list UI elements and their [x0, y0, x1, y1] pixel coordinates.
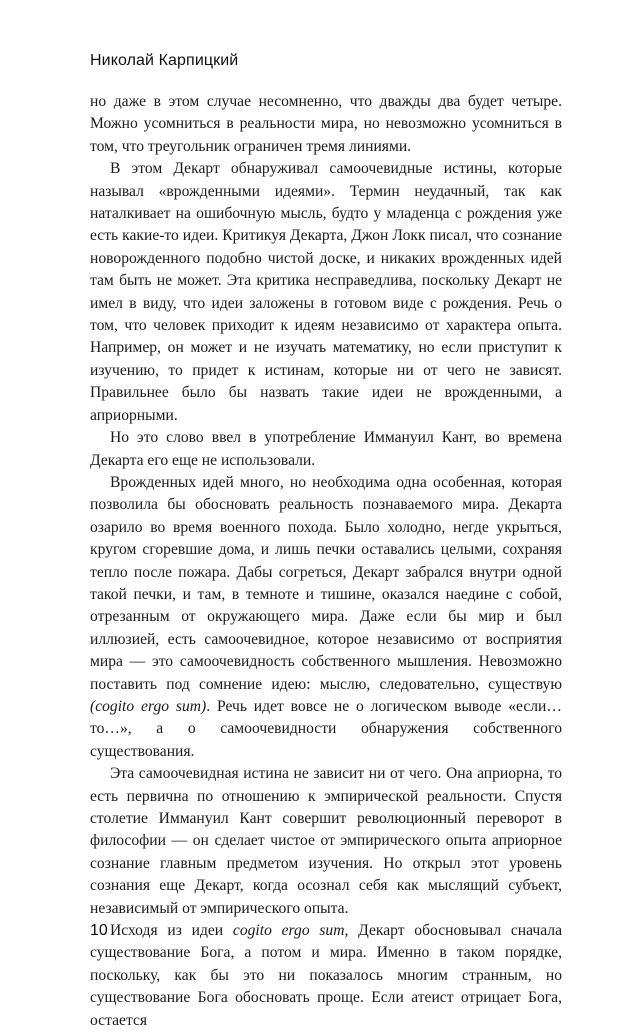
- latin-phrase: (cogito ergo sum): [90, 697, 207, 715]
- paragraph: [90, 920, 562, 1032]
- paragraph: [90, 427, 562, 472]
- body-text: [90, 91, 562, 1032]
- paragraph-text: Эта самоочевидная истина не зависит ни от чего. Она априорна, то есть первична по отношению к эмпирической реальности. Спустя столетие Иммануил Кант совершит революционный переворот в философии — он сделает чистое от эмпирического опыта априорное сознание главным предметом изучения. Но открыл этот уровень сознания еще Декарт, когда осознал себя как мыслящий субъект, независимый от эмпирического опыта.: [90, 765, 562, 917]
- page-number: 10: [90, 922, 108, 939]
- paragraph-text: . Речь идет вовсе не о логическом выводе «если… то…», а о самоочевидности обнаружения собственного существования.: [90, 697, 562, 760]
- paragraph: [90, 763, 562, 920]
- latin-phrase: cogito ergo sum: [232, 922, 345, 940]
- paragraph-text: но даже в этом случае несомненно, что дважды два будет четыре. Можно усомниться в реальности мира, но невозможно усомниться в том, что треугольник ограничен тремя линиями.: [90, 93, 562, 155]
- paragraph: [90, 91, 562, 158]
- paragraph-text: Исходя из идеи: [110, 922, 233, 940]
- paragraph-text: В этом Декарт обнаруживал самоочевидные истины, которые называл «врожденными идеями». Термин неудачный, так как наталкивает на ошибочную мысль, будто у младенца с рождения уже есть какие-то идеи. Критикуя Декарта, Джон Локк писал, что сознание новорожденного подобно чистой доске, и никаких врожденных идей там быть не может. Эта критика несправедлива, поскольку Декарт не имел в виду, что идеи заложены в готовом виде с рождения. Речь о том, что человек приходит к идеям независимо от характера опыта. Например, он может и не изучать математику, но если приступит к изучению, то придет к истинам, которые ни от чего не зависят. Правильнее было бы назвать такие идеи не врожденными, а априорными.: [90, 160, 562, 424]
- paragraph-text: Врожденных идей много, но необходима одна особенная, которая позволила бы обосновать реальность познаваемого мира. Декарта озарило во время военного похода. Было холодно, негде укрыться, кругом сгоревшие дома, и лишь печки оставались целыми, сохраняя тепло после пожара. Дабы согреться, Декарт забрался внутри одной такой печки, и там, в темноте и тишине, оказался наедине с собой, отрезанным от окружающего мира. Даже если бы мир и был иллюзией, есть самоочевидное, которое независимо от восприятия мира — это самоочевидность собственного мышления. Невозможно поставить под сомнение идею: мыслю, следовательно, существую: [90, 473, 562, 693]
- running-head-author: Николай Карпицкий: [90, 52, 239, 69]
- paragraph: [90, 472, 562, 763]
- paragraph-text: , Декарт обосновывал сначала существование Бога, а потом и мира. Именно в таком порядке, поскольку, как бы это ни показалось многим странным, но существование Бога обосновать проще. Если атеист отрицает Бога, остается: [90, 922, 563, 1029]
- paragraph: [90, 158, 562, 427]
- paragraph-text: Но это слово ввел в употребление Иммануил Кант, во времена Декарта его еще не использовали.: [90, 429, 562, 469]
